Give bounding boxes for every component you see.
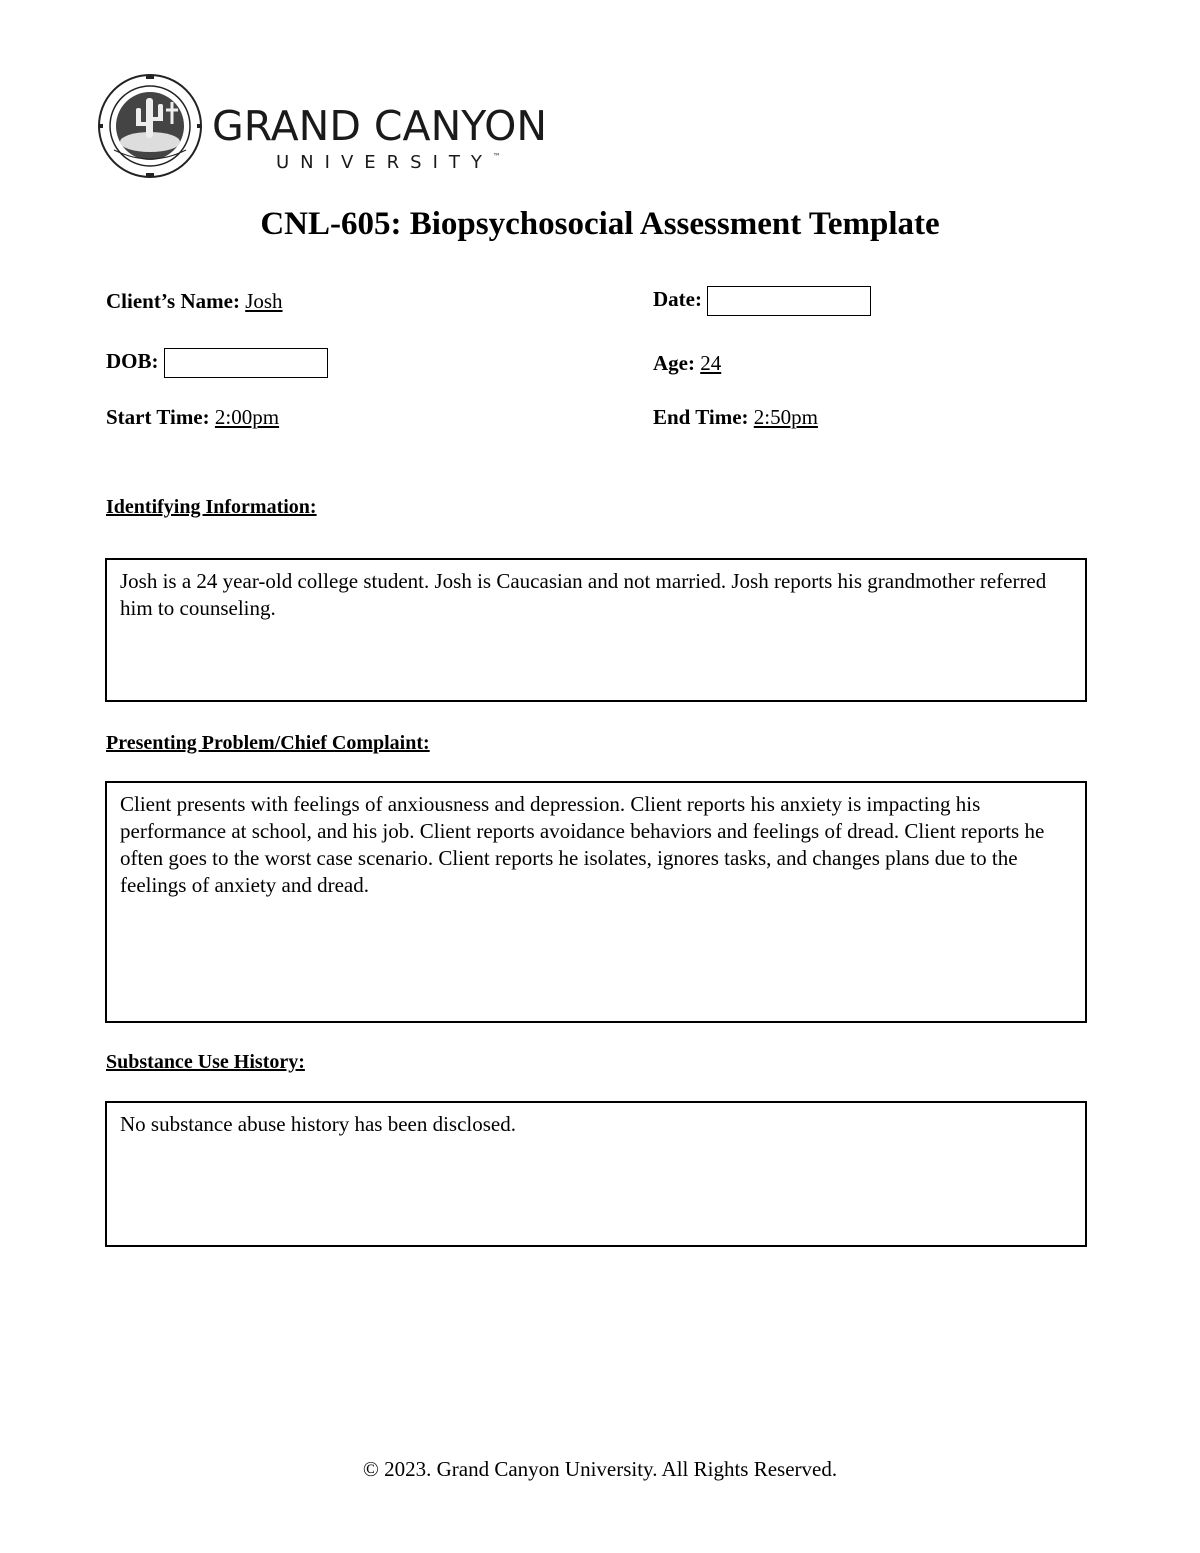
- end-time-value: 2:50pm: [753, 405, 818, 429]
- age-field: [653, 351, 721, 376]
- identifying-info-heading: Identifying Information:: [106, 496, 317, 518]
- start-time-label: Start Time:: [106, 405, 210, 429]
- university-logo: [96, 72, 576, 182]
- dob-field: [106, 348, 328, 378]
- age-value: 24: [700, 351, 722, 375]
- university-seal-icon: [96, 72, 204, 180]
- copyright-footer: © 2023. Grand Canyon University. All Rights Reserved.: [362, 1457, 838, 1481]
- logo-wordmark-line1: GRAND CANYON: [212, 102, 548, 150]
- client-name-label: Client’s Name:: [106, 289, 240, 313]
- start-time-value: 2:00pm: [214, 405, 280, 429]
- date-field: [653, 286, 871, 316]
- document-title: CNL-605: Biopsychosocial Assessment Template: [260, 206, 940, 242]
- substance-use-textbox[interactable]: No substance abuse history has been disclosed.: [105, 1101, 1087, 1247]
- start-time-field: [106, 405, 279, 430]
- substance-use-heading: Substance Use History:: [106, 1051, 305, 1073]
- date-label: Date:: [653, 286, 702, 311]
- identifying-info-textbox[interactable]: Josh is a 24 year-old college student. Josh is Caucasian and not married. Josh reports his grandmother referred him to counseling.: [105, 558, 1087, 702]
- date-input[interactable]: [707, 286, 871, 316]
- end-time-field: [653, 405, 818, 430]
- dob-label: DOB:: [106, 348, 159, 373]
- logo-wordmark-line2: UNIVERSITY™: [276, 152, 501, 173]
- age-label: Age:: [653, 351, 695, 375]
- presenting-problem-heading: Presenting Problem/Chief Complaint:: [106, 732, 430, 754]
- client-name-field: [106, 289, 283, 314]
- end-time-label: End Time:: [653, 405, 749, 429]
- client-name-value: Josh: [245, 289, 283, 313]
- presenting-problem-textbox[interactable]: Client presents with feelings of anxiousness and depression. Client reports his anxiety is impacting his performance at school, and his job. Client reports avoidance behaviors and feelings of dread. Client reports he often goes to the worst case scenario. Client reports he isolates, ignores tasks, and changes plans due to the feelings of anxiety and dread.: [105, 781, 1087, 1023]
- dob-input[interactable]: [164, 348, 328, 378]
